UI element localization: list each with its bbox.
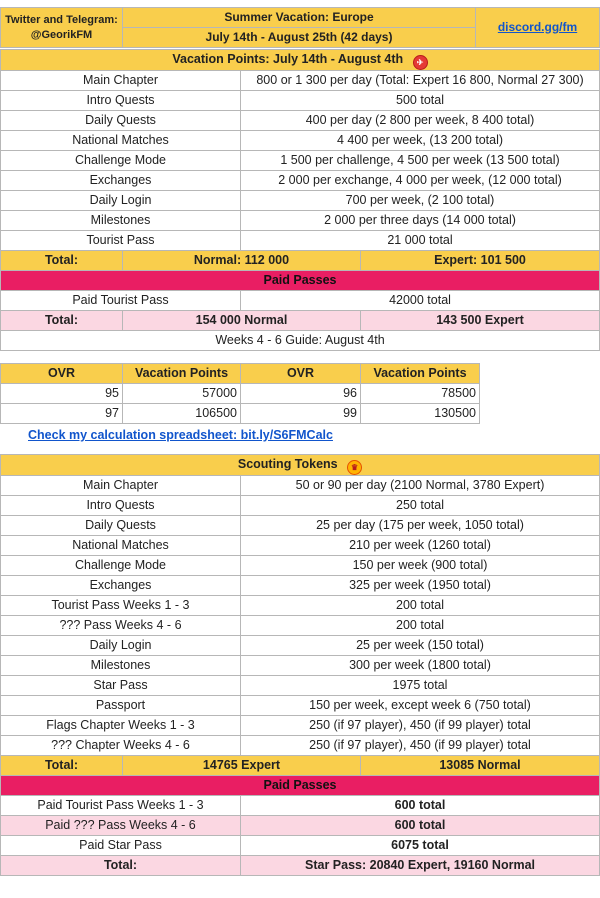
ovr-cell: 95 [1, 384, 123, 404]
vacation-title: Vacation Points: July 14th - August 4th [172, 52, 404, 66]
calc-link-wrap [28, 428, 333, 442]
scouting-paid-label: Paid Star Pass [1, 836, 241, 856]
scouting-row-label: Daily Login [1, 636, 241, 656]
vacation-total-label: Total: [1, 251, 123, 271]
vacation-row-label: Daily Login [1, 191, 241, 211]
vacation-row-value: 800 or 1 300 per day (Total: Expert 16 800, Normal 27 300) [241, 71, 600, 91]
vacation-row-label: Exchanges [1, 171, 241, 191]
vacation-total-normal: Normal: 112 000 [123, 251, 361, 271]
scouting-total-normal: 13085 Normal [361, 756, 600, 776]
ovr-cell: 96 [241, 384, 361, 404]
scouting-row [1, 736, 600, 756]
scouting-row-label: Intro Quests [1, 496, 241, 516]
paid-tourist-row [1, 291, 600, 311]
scouting-row-value: 150 per week, except week 6 (750 total) [241, 696, 600, 716]
scouting-row-value: 25 per week (150 total) [241, 636, 600, 656]
vacation-row-value: 1 500 per challenge, 4 500 per week (13 500 total) [241, 151, 600, 171]
ovr-table [0, 363, 480, 424]
vacation-row [1, 231, 600, 251]
scouting-row-value: 1975 total [241, 676, 600, 696]
vacation-row [1, 131, 600, 151]
ovr-row [1, 384, 480, 404]
vacation-row-label: Main Chapter [1, 71, 241, 91]
scouting-row-value: 250 (if 97 player), 450 (if 99 player) total [241, 736, 600, 756]
scouting-row-value: 250 (if 97 player), 450 (if 99 player) total [241, 716, 600, 736]
vacation-paid-total-row [1, 311, 600, 331]
scouting-row [1, 656, 600, 676]
scouting-total-label: Total: [1, 756, 123, 776]
vacation-title-cell [1, 50, 600, 71]
scouting-token-icon: ♛ [347, 460, 362, 475]
scouting-paid-label: Paid Tourist Pass Weeks 1 - 3 [1, 796, 241, 816]
ovr-cell: 78500 [361, 384, 480, 404]
vacation-paid-total-expert: 143 500 Expert [361, 311, 600, 331]
vacation-row-label: National Matches [1, 131, 241, 151]
scouting-row [1, 696, 600, 716]
scouting-row [1, 476, 600, 496]
scouting-paid-total-label: Total: [1, 856, 241, 876]
scouting-paid-label: Paid ??? Pass Weeks 4 - 6 [1, 816, 241, 836]
scouting-paid-value: 6075 total [241, 836, 600, 856]
scouting-row-label: Star Pass [1, 676, 241, 696]
scouting-row [1, 556, 600, 576]
scouting-row [1, 716, 600, 736]
scouting-row-value: 200 total [241, 616, 600, 636]
ovr-header-cell: OVR [241, 364, 361, 384]
scouting-total-expert: 14765 Expert [123, 756, 361, 776]
scouting-tokens-table [0, 454, 600, 876]
ovr-cell: 97 [1, 404, 123, 424]
calc-spreadsheet-link[interactable]: Check my calculation spreadsheet: bit.ly/S6FMCalc [28, 428, 333, 442]
scouting-row [1, 596, 600, 616]
vacation-row [1, 111, 600, 131]
ovr-cell: 57000 [123, 384, 241, 404]
vacation-row [1, 191, 600, 211]
scouting-title: Scouting Tokens [237, 457, 338, 471]
vacation-row-label: Milestones [1, 211, 241, 231]
vacation-paid-total-normal: 154 000 Normal [123, 311, 361, 331]
scouting-row-label: Daily Quests [1, 516, 241, 536]
scouting-row [1, 536, 600, 556]
scouting-row [1, 676, 600, 696]
scouting-row-value: 50 or 90 per day (2100 Normal, 3780 Expert) [241, 476, 600, 496]
vacation-row-value: 700 per week, (2 100 total) [241, 191, 600, 211]
scouting-row [1, 516, 600, 536]
scouting-row-label: Flags Chapter Weeks 1 - 3 [1, 716, 241, 736]
ovr-header-cell: Vacation Points [361, 364, 480, 384]
vacation-row [1, 211, 600, 231]
scouting-row-label: ??? Pass Weeks 4 - 6 [1, 616, 241, 636]
scouting-row-value: 200 total [241, 596, 600, 616]
vacation-paid-title: Paid Passes [1, 271, 600, 291]
vacation-row-value: 2 000 per exchange, 4 000 per week, (12 000 total) [241, 171, 600, 191]
ovr-header-cell: OVR [1, 364, 123, 384]
scouting-title-cell [1, 455, 600, 476]
scouting-paid-value: 600 total [241, 796, 600, 816]
vacation-row-value: 21 000 total [241, 231, 600, 251]
scouting-row [1, 576, 600, 596]
scouting-paid-row [1, 836, 600, 856]
vacation-row [1, 151, 600, 171]
scouting-row [1, 636, 600, 656]
scouting-row-label: Milestones [1, 656, 241, 676]
scouting-row-label: Exchanges [1, 576, 241, 596]
scouting-paid-title: Paid Passes [1, 776, 600, 796]
vacation-row-value: 4 400 per week, (13 200 total) [241, 131, 600, 151]
paid-tourist-value: 42000 total [241, 291, 600, 311]
social-cell [1, 8, 123, 48]
scouting-paid-total-value: Star Pass: 20840 Expert, 19160 Normal [241, 856, 600, 876]
discord-link[interactable]: discord.gg/fm [497, 20, 578, 34]
social-line1: Twitter and Telegram: [5, 13, 118, 26]
scouting-row-label: Challenge Mode [1, 556, 241, 576]
scouting-total-row [1, 756, 600, 776]
scouting-row-value: 325 per week (1950 total) [241, 576, 600, 596]
scouting-row-value: 25 per day (175 per week, 1050 total) [241, 516, 600, 536]
ovr-cell: 106500 [123, 404, 241, 424]
scouting-row-value: 150 per week (900 total) [241, 556, 600, 576]
vacation-row-value: 500 total [241, 91, 600, 111]
vacation-row-value: 400 per day (2 800 per week, 8 400 total) [241, 111, 600, 131]
plane-icon: ✈ [413, 55, 428, 70]
page-title: Summer Vacation: Europe [123, 8, 476, 28]
scouting-row-label: Main Chapter [1, 476, 241, 496]
scouting-paid-row [1, 816, 600, 836]
date-range: July 14th - August 25th (42 days) [123, 28, 476, 48]
vacation-points-table [0, 49, 600, 351]
scouting-row-label: National Matches [1, 536, 241, 556]
scouting-row-label: Tourist Pass Weeks 1 - 3 [1, 596, 241, 616]
vacation-total-row [1, 251, 600, 271]
scouting-row-label: ??? Chapter Weeks 4 - 6 [1, 736, 241, 756]
ovr-header-cell: Vacation Points [123, 364, 241, 384]
guide-title: Weeks 4 - 6 Guide: August 4th [1, 331, 600, 351]
scouting-row-value: 210 per week (1260 total) [241, 536, 600, 556]
vacation-row [1, 171, 600, 191]
scouting-paid-total-row [1, 856, 600, 876]
vacation-paid-total-label: Total: [1, 311, 123, 331]
ovr-cell: 130500 [361, 404, 480, 424]
vacation-row-label: Daily Quests [1, 111, 241, 131]
scouting-row-value: 300 per week (1800 total) [241, 656, 600, 676]
vacation-row-label: Tourist Pass [1, 231, 241, 251]
vacation-total-expert: Expert: 101 500 [361, 251, 600, 271]
scouting-row [1, 496, 600, 516]
ovr-cell: 99 [241, 404, 361, 424]
scouting-row [1, 616, 600, 636]
vacation-row [1, 91, 600, 111]
vacation-row-label: Intro Quests [1, 91, 241, 111]
vacation-row [1, 71, 600, 91]
vacation-row-label: Challenge Mode [1, 151, 241, 171]
scouting-row-label: Passport [1, 696, 241, 716]
scouting-row-value: 250 total [241, 496, 600, 516]
vacation-row-value: 2 000 per three days (14 000 total) [241, 211, 600, 231]
header-table [0, 7, 600, 48]
paid-tourist-label: Paid Tourist Pass [1, 291, 241, 311]
discord-cell [476, 8, 600, 48]
scouting-paid-row [1, 796, 600, 816]
ovr-row [1, 404, 480, 424]
social-line2: @GeorikFM [30, 28, 93, 41]
scouting-paid-value: 600 total [241, 816, 600, 836]
